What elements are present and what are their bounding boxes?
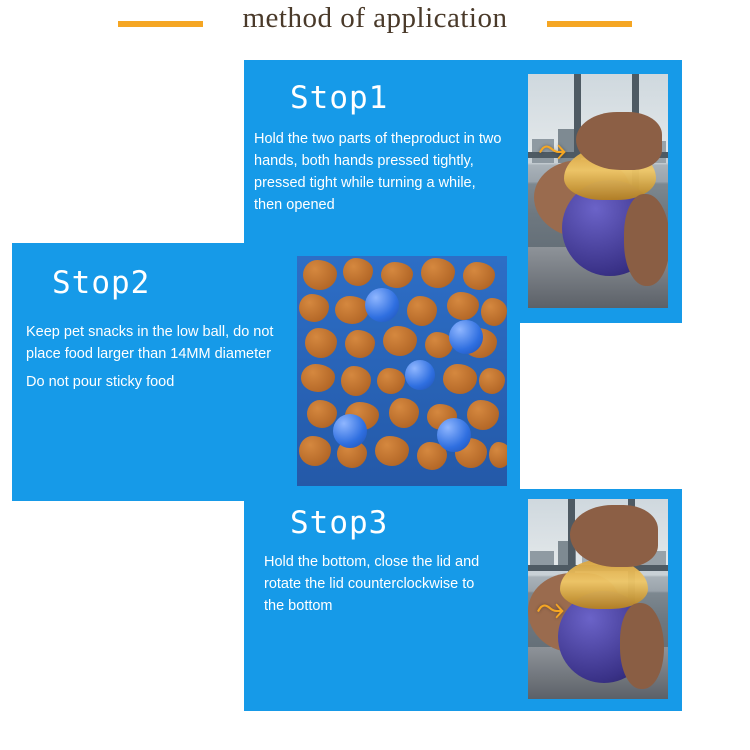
step-2-body: [26, 321, 306, 393]
window-scene: [528, 499, 668, 699]
step-3-line-2: rotate the lid counterclockwise to: [264, 576, 475, 592]
hand-fingers: [620, 603, 664, 689]
step-1-line-3: pressed tight while turning a while,: [254, 175, 476, 191]
blue-ball: [333, 414, 367, 448]
step-1-line-4: then opened: [254, 197, 335, 213]
page-header: [0, 0, 750, 50]
hands-opening-ball-photo: [528, 74, 668, 308]
step-2-line-3: Do not pour sticky food: [26, 374, 175, 390]
blue-ball: [437, 418, 471, 452]
rotate-arrow-icon: ⤳: [538, 129, 567, 170]
blue-ball: [365, 288, 399, 322]
step-2-line-1: Keep pet snacks in the low ball, do not: [26, 324, 274, 340]
kibble-and-blue-balls-photo: [297, 256, 507, 486]
step-1-line-2: hands, both hands pressed tightly,: [254, 153, 474, 169]
page-title: method of application: [242, 2, 508, 34]
step-3-line-3: the bottom: [264, 598, 333, 614]
step-card-3: [244, 489, 682, 711]
hand-fingers: [624, 194, 668, 286]
step-3-title: Stop3: [290, 505, 389, 541]
step-3-body: [264, 551, 514, 617]
hand-upper: [576, 112, 662, 170]
step-1-title: Stop1: [290, 80, 389, 116]
hands-closing-ball-photo: [528, 499, 668, 699]
kibble: [489, 442, 507, 468]
window-scene: [528, 74, 668, 308]
step-1-line-1: Hold the two parts of theproduct in two: [254, 131, 502, 147]
step-3-line-1: Hold the bottom, close the lid and: [264, 554, 480, 570]
rotate-arrow-icon: ⤳: [536, 588, 565, 629]
step-card-2: [12, 243, 520, 501]
step-1-body: [254, 128, 519, 216]
blue-ball: [405, 360, 435, 390]
blue-ball: [449, 320, 483, 354]
step-2-line-2: place food larger than 14MM diameter: [26, 346, 272, 362]
hand-upper: [570, 505, 658, 567]
step-2-title: Stop2: [52, 265, 151, 301]
food-scene: [297, 256, 507, 486]
